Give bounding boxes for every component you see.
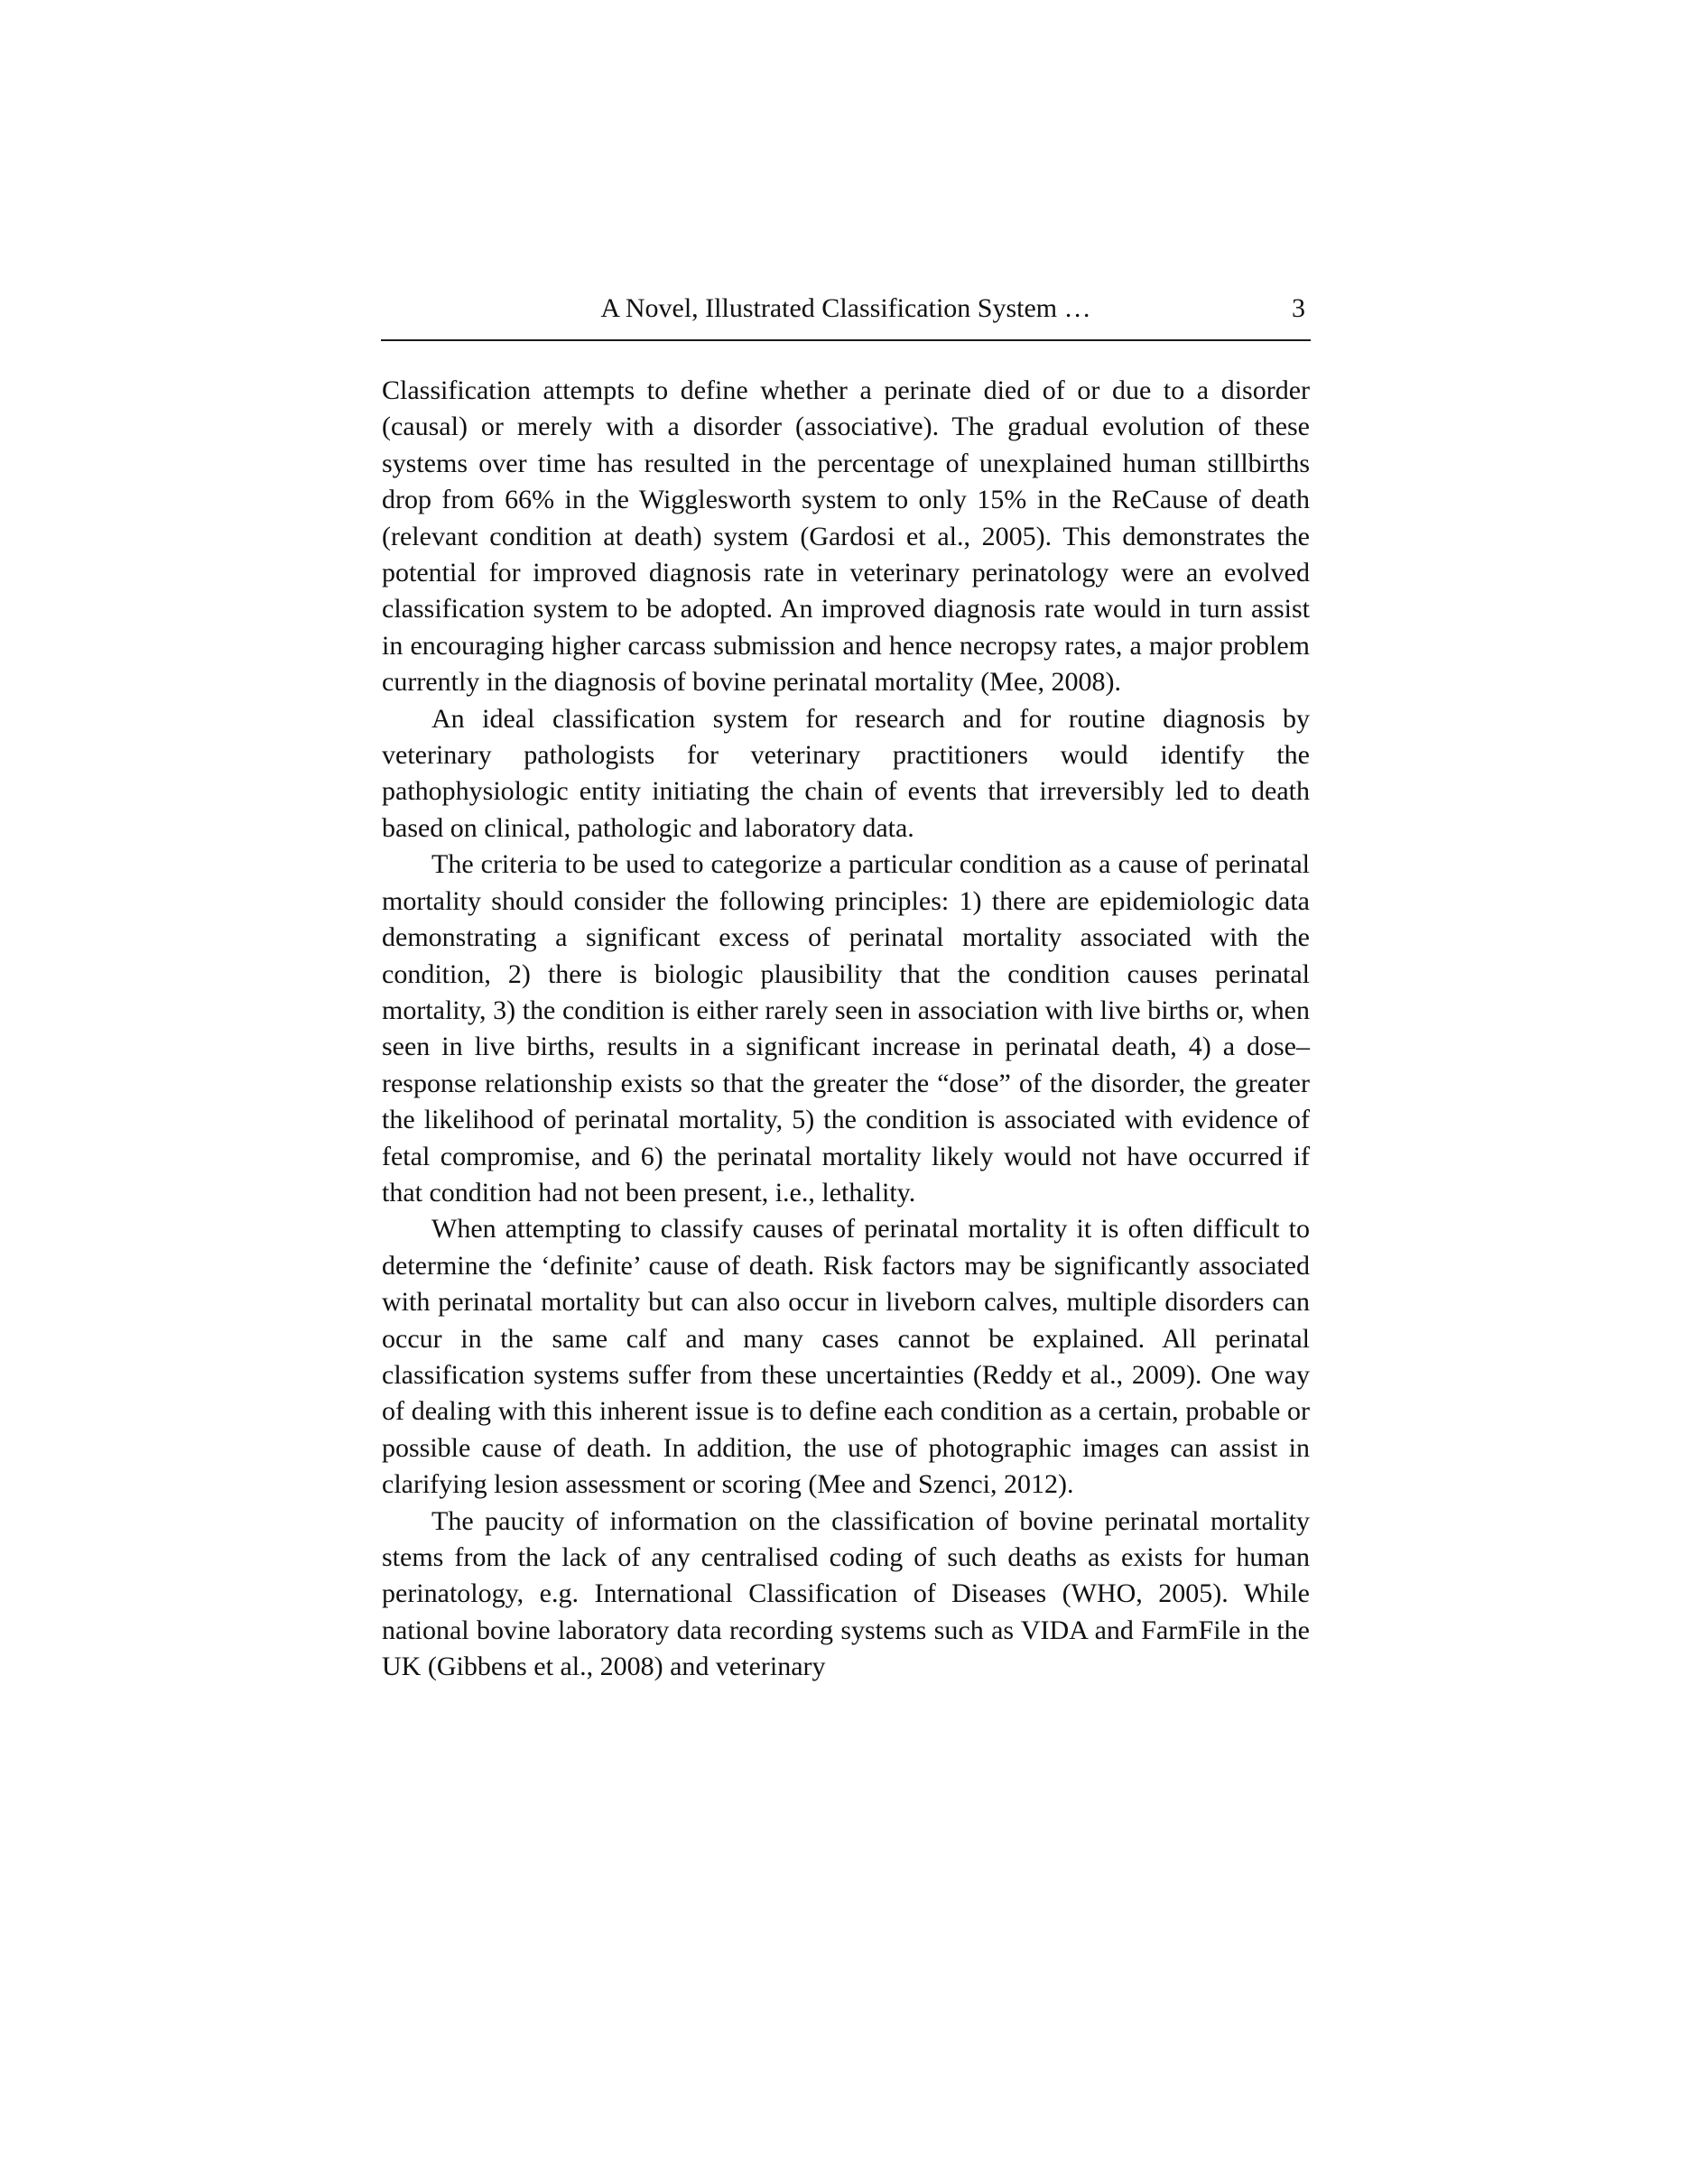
paragraph-paucity: The paucity of information on the classification of bovine perinatal mortality stems from the lack of any centralised coding of such deaths as exists for human perinatology, e.g. International Classification of Diseases (WHO, 2005). While national bovine laboratory data recording systems such as VIDA and FarmFile in the UK (Gibbens et al., 2008) and veterinary (382, 1505, 1310, 1682)
body-text (382, 373, 1310, 1686)
running-title: A Novel, Illustrated Classification System … (600, 293, 1091, 323)
paragraph-criteria: The criteria to be used to categorize a particular condition as a cause of perinatal mortality should consider the following principles: 1) there are epidemiologic data demonstrating a significant excess of perinatal mortality associated with the condition, 2) there is biologic plausibility that the condition causes perinatal mortality, 3) the condition is either rarely seen in association with live births or, when seen in live births, results in a significant increase in perinatal death, 4) a dose–response relationship exists so that the greater the “dose” of the disorder, the greater the likelihood of perinatal mortality, 5) the condition is associated with evidence of fetal compromise, and 6) the perinatal mortality likely would not have occurred if that condition had not been present, i.e., lethality. (382, 849, 1310, 1208)
paragraph-classification-evolution: Classification attempts to define whether a perinate died of or due to a disorder (causal) or merely with a disorder (associative). The gradual evolution of these systems over time has resulted in the percentage of unexplained human stillbirths drop from 66% in the Wigglesworth system to only 15% in the ReCause of death (relevant condition at death) system (Gardosi et al., 2005). This demonstrates the potential for improved diagnosis rate in veterinary perinatology were an evolved classification system to be adopted. An improved diagnosis rate would in turn assist in encouraging higher carcass submission and hence necropsy rates, a major problem currently in the diagnosis of bovine perinatal mortality (Mee, 2008). (382, 375, 1310, 698)
paragraph-uncertainty: When attempting to classify causes of perinatal mortality it is often difficult to determine the ‘definite’ cause of death. Risk factors may be significantly associated with perinatal mortality but can also occur in liveborn calves, multiple disorders can occur in the same calf and many cases cannot be explained. All perinatal classification systems suffer from these uncertainties (Reddy et al., 2009). One way of dealing with this inherent issue is to define each condition as a certain, probable or possible cause of death. In addition, the use of photographic images can assist in clarifying lesion assessment or scoring (Mee and Szenci, 2012). (382, 1214, 1310, 1500)
page-number: 3 (1292, 293, 1305, 323)
paragraph-ideal-system: An ideal classification system for research and for routine diagnosis by veterinary pathologists for veterinary practitioners would identify the pathophysiologic entity initiating the chain of events that irreversibly led to death based on clinical, pathologic and laboratory data. (382, 703, 1310, 843)
page-header (381, 287, 1311, 341)
